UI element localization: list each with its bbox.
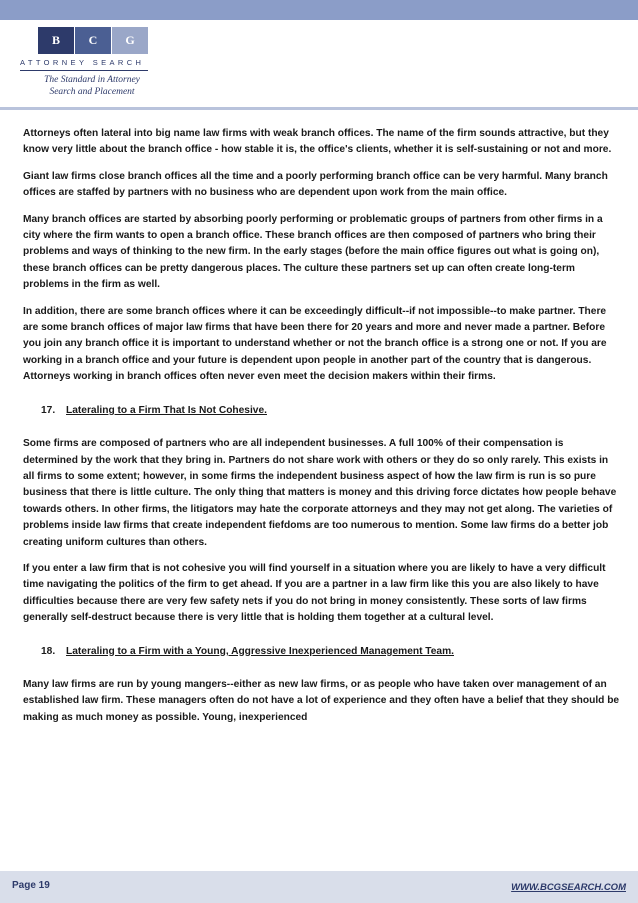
- header-divider: [0, 107, 638, 110]
- section-title: Lateraling to a Firm with a Young, Aggressive Inexperienced Management Team.: [66, 645, 454, 657]
- logo-divider: [20, 70, 148, 71]
- paragraph: Some firms are composed of partners who are all independent businesses. A full 100% of their compensation is determined by the work that they bring in. Partners do not share work with others or they do so only rarely. This exists in all firms to some extent; however, in some firms the independent business aspect of how the law firm is run is so pure business that there is little culture. The only thing that matters is money and this driving force dictates how people behave towards others. In other firms, the litigators may hate the corporate attorneys and they may not get along. The varieties of problems inside law firms that create independent fiefdoms are too numerous to mention. Some law firms do a better job creating uniform cultures than others.: [23, 438, 617, 548]
- logo-letter-b: B: [38, 27, 74, 54]
- page-number: Page 19: [12, 880, 50, 891]
- paragraph: If you enter a law firm that is not cohesive you will find yourself in a situation where you are likely to have a very difficult time navigating the politics of the firm to get ahead. If you are a partner in a law firm like this you are also likely to have difficulties because there are very few safety nets if you do not bring in money consistently. These sorts of law firms generally self-destruct because there is very little that is holding them together at a cultural level.: [23, 562, 606, 624]
- paragraph: Many branch offices are started by absorbing poorly performing or problematic groups of partners from other firms in a city where the firm wants to open a branch office. These branch offices are then composed of partners who bring their problems and ways of thinking to the new firm. In the early stages (before the main office figures out what is going on), these branch offices can be pretty dangerous places. The culture these partners set up can often create long-term problems in the firm as well.: [23, 213, 603, 291]
- document-body: [23, 126, 621, 736]
- logo-tagline: [22, 74, 162, 98]
- logo-letter-c: C: [75, 27, 111, 54]
- tagline-line-2: Search and Placement: [49, 87, 135, 97]
- section-title: Lateraling to a Firm That Is Not Cohesive.: [66, 404, 267, 416]
- tagline-line-1: The Standard in Attorney: [44, 75, 140, 85]
- section-heading-18: [41, 644, 621, 660]
- paragraph: In addition, there are some branch offices where it can be exceedingly difficult--if not impossible--to make partner. There are some branch offices of major law firms that have been there for 20 years and more and never made a partner. Before you join any branch office it is important to understand whether or not the branch office is a strong one or not. If you are working in a branch office and your future is dependent upon people in another part of the country that is dangerous. Attorneys working in branch offices often never even meet the decision makers within their firms.: [23, 305, 607, 383]
- logo-name: ATTORNEY SEARCH: [20, 58, 145, 67]
- paragraph: Attorneys often lateral into big name law firms with weak branch offices. The name of the firm sounds attractive, but they know very little about the branch office - how stable it is, the office's clients, whether it is self-sustaining or not and more.: [23, 128, 612, 156]
- paragraph: Giant law firms close branch offices all the time and a poorly performing branch office can be very harmful. Many branch offices are staffed by partners with no business who are dependent upon work from the main office.: [23, 170, 608, 199]
- top-band: [0, 0, 638, 20]
- logo-letter-g: G: [112, 27, 148, 54]
- paragraph: Many law firms are run by young mangers--either as new law firms, or as people who have taken over management of an established law firm. These managers often do not have a lot of experience and they often have a belief that they should be making as much money as possible. Young, inexperienced: [23, 678, 620, 723]
- section-number: 18.: [41, 645, 56, 657]
- section-heading-17: [41, 403, 621, 419]
- section-number: 17.: [41, 404, 56, 416]
- website-link[interactable]: WWW.BCGSEARCH.COM: [511, 882, 626, 893]
- bcg-logo: [38, 27, 148, 54]
